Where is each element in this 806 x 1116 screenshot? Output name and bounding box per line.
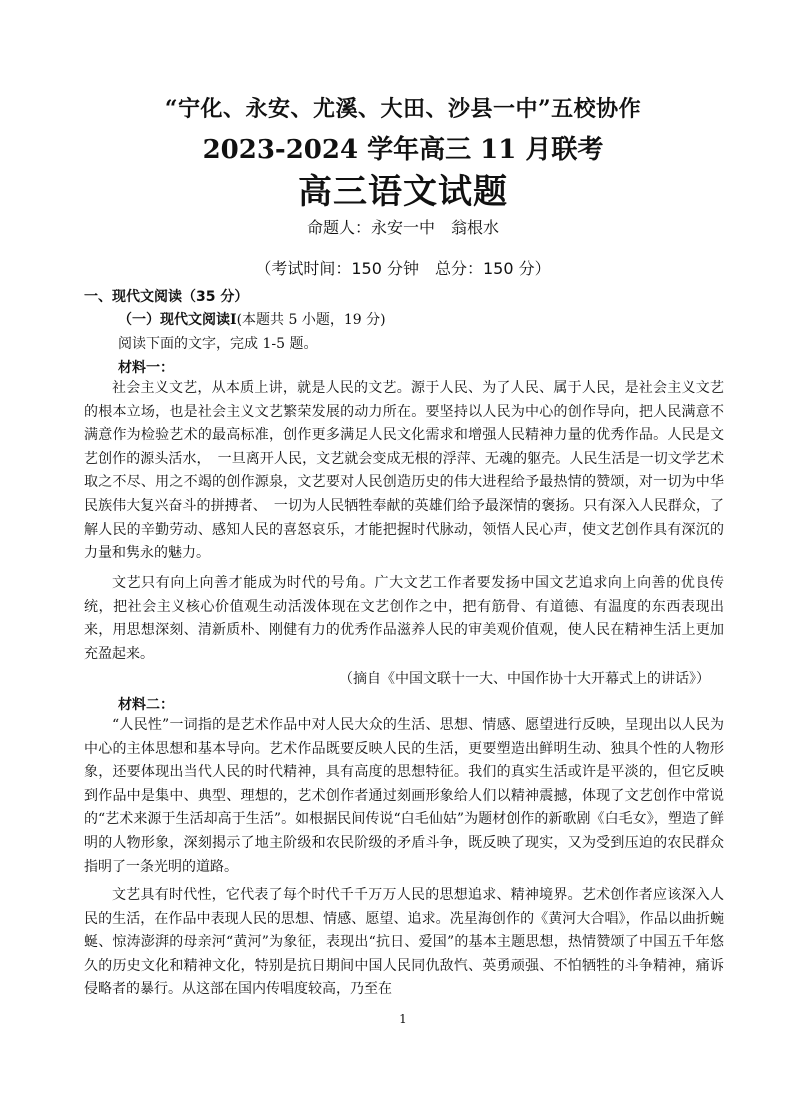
page-number: 1 [399,1012,407,1026]
subsection-title: （一）现代文阅读Ⅰ [118,312,237,328]
subsection-note: (本题共 5 小题，19 分) [236,312,386,328]
material2-paragraph: “人民性”一词指的是艺术作品中对人民大众的生活、思想、情感、愿望进行反映，呈现出以人民为中心的主体思想和基本导向。艺术作品既要反映人民的生活，更要塑造出鲜明生动、独具个性的人物形象，还要体现出当代人民的时代精神，具有高度的思想特征。我们的真实生活或许是平淡的，但它反映到作品中是集中、典型、理想的，艺术创作者通过刻画形象给人们以精神震撼，体现了文艺创作中常说的“艺术来源于生活却高于生活”。如根据民间传说“白毛仙姑”为题材创作的新歌剧《白毛女》，塑造了鲜明的人物形象，深刻揭示了地主阶级和农民阶级的矛盾斗争，既反映了现实，又为受到压迫的农民群众指明了一条光明的道路。 [84,717,724,875]
header-exam-name: 2023-2024 学年高三 11 月联考 [202,135,604,165]
page-title: 高三语文试题 [298,172,508,212]
exam-info: （考试时间：150 分钟 总分：150 分） [255,259,551,278]
header-schools: “宁化、永安、尤溪、大田、沙县一中”五校协作 [164,96,642,122]
instruction: 阅读下面的文字，完成 1-5 题。 [118,336,318,352]
material2-paragraph: 文艺具有时代性，它代表了每个时代千千万万人民的思想追求、精神境界。艺术创作者应该深入人民的生活，在作品中表现人民的思想、情感、愿望、追求。冼星海创作的《黄河大合唱》，作品以曲折蜿蜒、惊涛澎湃的母亲河“黄河”为象征，表现出“抗日、爱国”的基本主题思想，热情赞颂了中国五千年悠久的历史文化和精神文化，特别是抗日期间中国人民同仇敌忾、英勇顽强、不怕牺牲的斗争精神，痛诉侵略者的暴行。从这部在国内传唱度较高，乃至在 [84,887,724,998]
material1-citation: （摘自《中国文联十一大、中国作协十大开幕式上的讲话》） [339,671,710,687]
author-line: 命题人：永安一中 翁根水 [306,218,499,237]
material2-label: 材料二： [118,697,174,713]
section-heading: 一、现代文阅读（35 分） [84,289,249,305]
material1-label: 材料一： [118,360,174,376]
material1-paragraph: 文艺只有向上向善才能成为时代的号角。广大文艺工作者要发扬中国文艺追求向上向善的优良传统，把社会主义核心价值观生动活泼体现在文艺创作之中，把有筋骨、有道德、有温度的东西表现出来，用思想深刻、清新质朴、刚健有力的优秀作品滋养人民的审美观价值观，使人民在精神生活上更加充盈起来。 [84,575,724,662]
material1-paragraph: 社会主义文艺，从本质上讲，就是人民的文艺。源于人民、为了人民、属于人民，是社会主义文艺的根本立场，也是社会主义文艺繁荣发展的动力所在。要坚持以人民为中心的创作导向，把人民满意不满意作为检验艺术的最高标准，创作更多满足人民文化需求和增强人民精神力量的优秀作品。人民是文艺创作的源头活水， 一旦离开人民，文艺就会变成无根的浮萍、无魂的躯壳。人民生活是一切文学艺术取之不尽、用之不竭的创作源泉，文艺要对人民创造历史的伟大进程给予最热情的赞颂，对一切为中华民族伟大复兴奋斗的拼搏者、 一切为人民牺牲奉献的英雄们给予最深情的褒扬。只有深入人民群众，了解人民的辛勤劳动、感知人民的喜怒哀乐，才能把握时代脉动，领悟人民心声，使文艺创作具有深沉的力量和隽永的魅力。 [84,380,724,562]
subsection-heading [118,309,386,329]
